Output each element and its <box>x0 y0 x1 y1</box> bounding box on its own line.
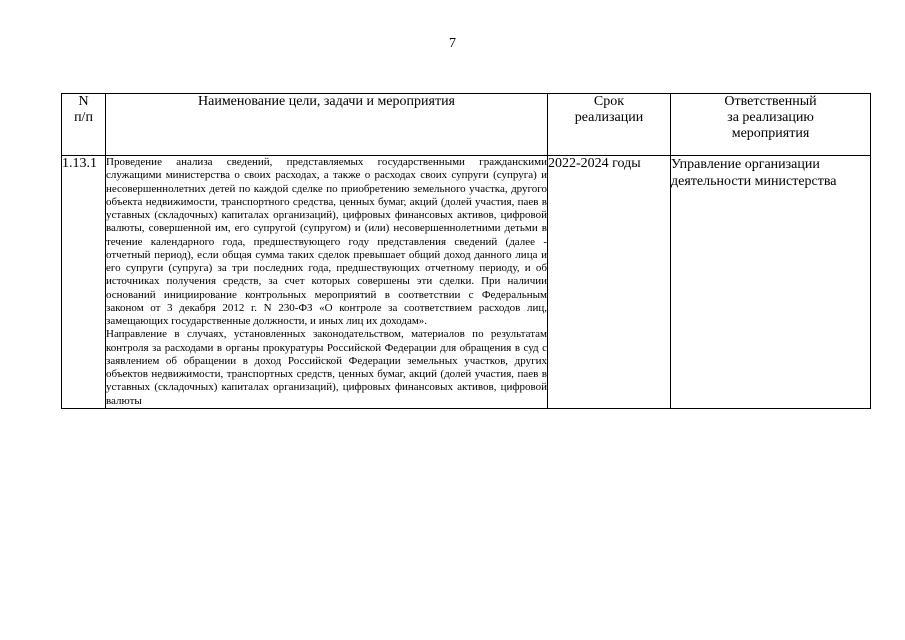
measure-paragraph: Направление в случаях, установленных законодательством, материалов по результатам контроля за расходами в органы прокуратуры Российской Федерации для обращения в суд с заявлением об обращении в доход Российской Федерации земельных участков, других объектов недвижимости, транспортных средств, ценных бумаг, акций (долей участия, паев в уставных (складочных) капиталах организаций), цифровых финансовых активов, цифровой валюты <box>106 328 547 407</box>
header-responsible-line: мероприятия <box>731 126 810 141</box>
measure-paragraph: Проведение анализа сведений, представляемых государственными гражданскими служащими министерства о своих расходах, а также о расходах своих супруги (супруга) и несовершеннолетних детей по каждой сделке по приобретению земельного участка, другого объекта недвижимости, транспортного средства, ценных бумаг, акций (долей участия, паев в уставных (складочных) капиталах организаций), цифровых финансовых активов, цифровой валюты, совершенной им, его супругой (супругом) и (или) несовершеннолетними детьми в течение календарного года, предшествующего году представления сведений (далее - отчетный период), если общая сумма таких сделок превышает общий доход данного лица и его супруги (супруга) за три последних года, предшествующих отчетному периоду, и об источниках получения средств, за счет которых совершены эти сделки. При наличии оснований инициирование контрольных мероприятий в соответствии с Федеральным законом от 3 декабря 2012 г. N 230-ФЗ «О контроле за соответствием расходов лиц, замещающих государственные должности, и иных лиц их доходам». <box>106 156 547 327</box>
responsible-line: Управление организации <box>671 157 820 172</box>
header-term-line: реализации <box>574 110 644 125</box>
table-header-row <box>62 94 871 156</box>
row-measure-text <box>106 156 548 409</box>
header-number-line: п/п <box>74 110 93 125</box>
measures-table <box>61 93 871 409</box>
responsible-line: деятельности министерства <box>671 174 837 189</box>
header-number <box>62 94 106 156</box>
table-row <box>62 156 871 409</box>
header-name-text: Наименование цели, задачи и мероприятия <box>198 94 455 109</box>
row-number: 1.13.1 <box>62 156 106 409</box>
header-responsible-line: за реализацию <box>727 110 814 125</box>
header-name <box>106 94 548 156</box>
header-term-line: Срок <box>593 94 625 109</box>
row-term: 2022-2024 годы <box>548 156 671 409</box>
page-number: 7 <box>449 36 456 51</box>
row-responsible <box>671 156 871 409</box>
header-responsible-line: Ответственный <box>724 94 817 109</box>
header-number-line: N <box>78 94 89 109</box>
header-responsible <box>671 94 871 156</box>
header-term <box>548 94 671 156</box>
